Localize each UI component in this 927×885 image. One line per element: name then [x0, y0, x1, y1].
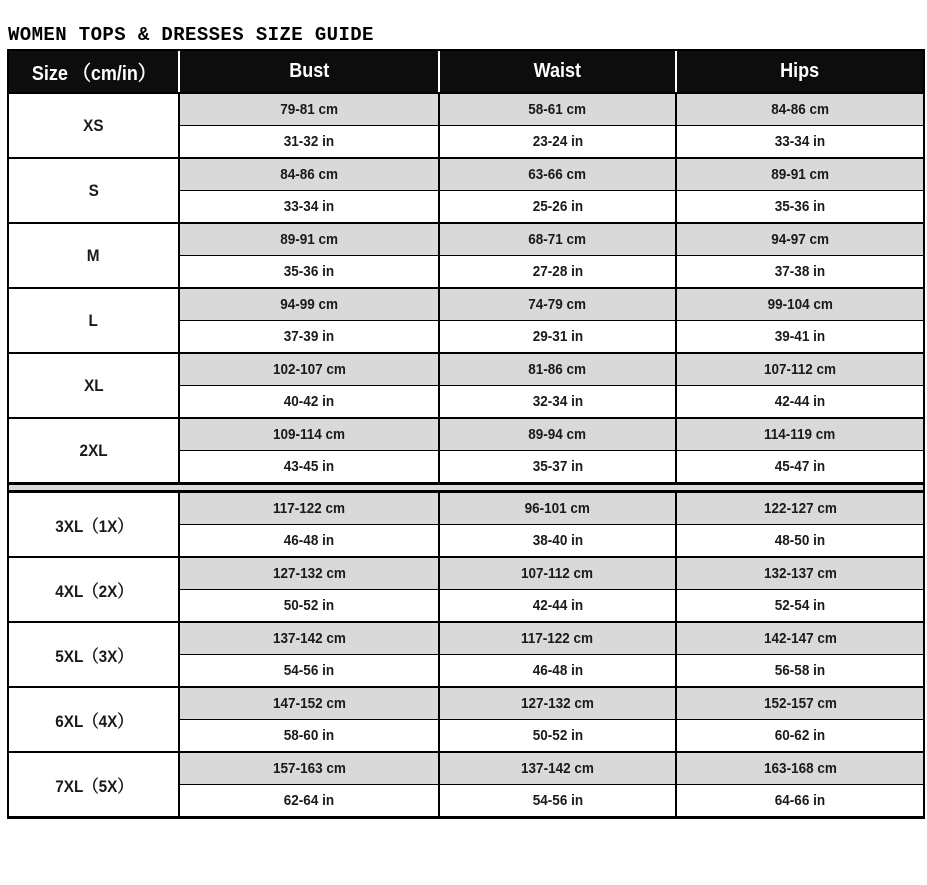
header-label: Hips	[780, 60, 820, 82]
bust-cm-cell	[179, 418, 439, 451]
cell-value: 38-40 in	[532, 532, 583, 549]
hips-cm-cell	[676, 492, 924, 525]
size-label: 3XL（1X）	[54, 517, 133, 536]
waist-in-cell	[439, 451, 676, 484]
cell-value: 48-50 in	[774, 532, 826, 549]
size-label: 2XL	[79, 440, 108, 460]
size-cell	[8, 492, 179, 558]
cell-value: 40-42 in	[283, 393, 335, 410]
cell-value: 35-36 in	[283, 263, 335, 280]
waist-cm-cell	[439, 353, 676, 386]
cell-value: 142-147 cm	[763, 630, 837, 647]
cell-value: 54-56 in	[283, 662, 335, 679]
bust-cm-cell	[179, 687, 439, 720]
table-row-l-cm	[8, 288, 924, 321]
cell-value: 122-127 cm	[763, 500, 837, 517]
bust-in-cell	[179, 191, 439, 224]
size-label: M	[87, 245, 100, 265]
size-label: S	[88, 180, 99, 200]
waist-in-cell	[439, 590, 676, 623]
hips-in-cell	[676, 590, 924, 623]
bust-in-cell	[179, 126, 439, 159]
waist-in-cell	[439, 386, 676, 419]
table-row-3xl-cm	[8, 492, 924, 525]
waist-in-cell	[439, 321, 676, 354]
cell-value: 33-34 in	[283, 198, 335, 215]
table-row-xs-cm	[8, 93, 924, 126]
size-cell	[8, 687, 179, 752]
waist-cm-cell	[439, 418, 676, 451]
hips-cm-cell	[676, 557, 924, 590]
bust-cm-cell	[179, 158, 439, 191]
cell-value: 23-24 in	[532, 133, 583, 150]
cell-value: 157-163 cm	[272, 760, 346, 777]
cell-value: 58-60 in	[283, 727, 335, 744]
hips-in-cell	[676, 191, 924, 224]
bust-in-cell	[179, 720, 439, 753]
cell-value: 37-38 in	[774, 263, 826, 280]
column-header-bust	[179, 50, 439, 93]
cell-value: 102-107 cm	[272, 361, 346, 378]
waist-cm-cell	[439, 557, 676, 590]
header-label: Bust	[288, 60, 329, 82]
cell-value: 109-114 cm	[272, 426, 346, 443]
size-guide-table	[7, 49, 925, 819]
size-label: 7XL（5X）	[54, 777, 133, 796]
bust-cm-cell	[179, 752, 439, 785]
table-row-7xl-cm	[8, 752, 924, 785]
waist-cm-cell	[439, 492, 676, 525]
waist-cm-cell	[439, 223, 676, 256]
waist-in-cell	[439, 525, 676, 558]
size-label: 6XL（4X）	[54, 712, 133, 731]
cell-value: 117-122 cm	[521, 630, 594, 647]
cell-value: 35-37 in	[532, 458, 583, 475]
cell-value: 89-94 cm	[528, 426, 587, 443]
hips-in-cell	[676, 126, 924, 159]
cell-value: 74-79 cm	[528, 296, 587, 313]
table-row-m-cm	[8, 223, 924, 256]
bust-cm-cell	[179, 288, 439, 321]
bust-in-cell	[179, 655, 439, 688]
bust-in-cell	[179, 386, 439, 419]
table-row-5xl-cm	[8, 622, 924, 655]
size-cell	[8, 223, 179, 288]
hips-in-cell	[676, 525, 924, 558]
bust-cm-cell	[179, 622, 439, 655]
bust-cm-cell	[179, 353, 439, 386]
cell-value: 147-152 cm	[272, 695, 346, 712]
cell-value: 89-91 cm	[771, 166, 829, 183]
size-cell	[8, 288, 179, 353]
hips-in-cell	[676, 256, 924, 289]
section-divider	[8, 484, 924, 492]
cell-value: 46-48 in	[283, 532, 335, 549]
hips-in-cell	[676, 720, 924, 753]
table-row-6xl-cm	[8, 687, 924, 720]
cell-value: 50-52 in	[532, 727, 583, 744]
hips-in-cell	[676, 451, 924, 484]
cell-value: 62-64 in	[283, 792, 335, 809]
page-title: WOMEN TOPS & DRESSES SIZE GUIDE	[8, 24, 374, 46]
hips-cm-cell	[676, 752, 924, 785]
cell-value: 96-101 cm	[524, 500, 591, 517]
cell-value: 127-132 cm	[521, 695, 594, 712]
waist-in-cell	[439, 191, 676, 224]
bust-in-cell	[179, 451, 439, 484]
bust-in-cell	[179, 525, 439, 558]
cell-value: 33-34 in	[774, 133, 826, 150]
cell-value: 79-81 cm	[280, 101, 338, 118]
cell-value: 84-86 cm	[280, 166, 338, 183]
cell-value: 32-34 in	[532, 393, 583, 410]
cell-value: 81-86 cm	[528, 361, 587, 378]
waist-in-cell	[439, 720, 676, 753]
waist-cm-cell	[439, 93, 676, 126]
cell-value: 54-56 in	[532, 792, 583, 809]
waist-cm-cell	[439, 687, 676, 720]
bust-in-cell	[179, 785, 439, 818]
waist-in-cell	[439, 655, 676, 688]
size-label: L	[88, 310, 99, 330]
cell-value: 29-31 in	[532, 328, 583, 345]
cell-value: 107-112 cm	[763, 361, 837, 378]
cell-value: 127-132 cm	[272, 565, 346, 582]
column-header-hips	[676, 50, 924, 93]
hips-cm-cell	[676, 687, 924, 720]
hips-in-cell	[676, 785, 924, 818]
table-body	[8, 93, 924, 818]
size-cell	[8, 93, 179, 158]
cell-value: 107-112 cm	[521, 565, 594, 582]
size-cell	[8, 158, 179, 223]
size-label: 5XL（3X）	[54, 647, 133, 666]
hips-cm-cell	[676, 622, 924, 655]
hips-in-cell	[676, 321, 924, 354]
cell-value: 46-48 in	[532, 662, 583, 679]
header-label: Waist	[533, 60, 582, 82]
cell-value: 132-137 cm	[763, 565, 837, 582]
bust-in-cell	[179, 590, 439, 623]
size-label: 4XL（2X）	[54, 582, 133, 601]
cell-value: 63-66 cm	[528, 166, 587, 183]
waist-cm-cell	[439, 752, 676, 785]
cell-value: 43-45 in	[283, 458, 335, 475]
cell-value: 37-39 in	[283, 328, 335, 345]
cell-value: 27-28 in	[532, 263, 583, 280]
cell-value: 35-36 in	[774, 198, 826, 215]
cell-value: 117-122 cm	[272, 500, 346, 517]
cell-value: 39-41 in	[774, 328, 826, 345]
cell-value: 58-61 cm	[528, 101, 587, 118]
waist-cm-cell	[439, 288, 676, 321]
size-label: XL	[83, 375, 104, 395]
cell-value: 68-71 cm	[528, 231, 587, 248]
cell-value: 60-62 in	[774, 727, 826, 744]
cell-value: 25-26 in	[532, 198, 583, 215]
bust-cm-cell	[179, 93, 439, 126]
hips-cm-cell	[676, 418, 924, 451]
table-row-2xl-cm	[8, 418, 924, 451]
size-cell	[8, 353, 179, 418]
cell-value: 31-32 in	[283, 133, 335, 150]
waist-cm-cell	[439, 158, 676, 191]
column-header-waist	[439, 50, 676, 93]
cell-value: 94-97 cm	[771, 231, 829, 248]
cell-value: 163-168 cm	[763, 760, 837, 777]
cell-value: 99-104 cm	[767, 296, 833, 313]
hips-cm-cell	[676, 93, 924, 126]
hips-in-cell	[676, 655, 924, 688]
cell-value: 84-86 cm	[771, 101, 829, 118]
section-divider-bar	[8, 484, 924, 492]
cell-value: 89-91 cm	[280, 231, 338, 248]
header-row	[8, 50, 924, 93]
cell-value: 42-44 in	[774, 393, 826, 410]
waist-cm-cell	[439, 622, 676, 655]
bust-in-cell	[179, 256, 439, 289]
table-row-xl-cm	[8, 353, 924, 386]
hips-cm-cell	[676, 353, 924, 386]
table-row-s-cm	[8, 158, 924, 191]
waist-in-cell	[439, 785, 676, 818]
table-row-4xl-cm	[8, 557, 924, 590]
cell-value: 56-58 in	[774, 662, 826, 679]
cell-value: 42-44 in	[532, 597, 583, 614]
size-label: XS	[83, 115, 104, 135]
cell-value: 94-99 cm	[280, 296, 338, 313]
cell-value: 64-66 in	[774, 792, 826, 809]
column-header-size	[8, 50, 179, 93]
cell-value: 137-142 cm	[272, 630, 346, 647]
size-cell	[8, 418, 179, 484]
cell-value: 52-54 in	[774, 597, 826, 614]
hips-cm-cell	[676, 223, 924, 256]
hips-cm-cell	[676, 158, 924, 191]
size-cell	[8, 752, 179, 818]
size-cell	[8, 557, 179, 622]
cell-value: 50-52 in	[283, 597, 335, 614]
bust-cm-cell	[179, 492, 439, 525]
waist-in-cell	[439, 126, 676, 159]
cell-value: 152-157 cm	[763, 695, 837, 712]
hips-in-cell	[676, 386, 924, 419]
bust-in-cell	[179, 321, 439, 354]
cell-value: 114-119 cm	[764, 426, 836, 443]
bust-cm-cell	[179, 223, 439, 256]
cell-value: 45-47 in	[774, 458, 826, 475]
cell-value: 137-142 cm	[521, 760, 594, 777]
header-label: Size （cm/in）	[31, 63, 156, 85]
waist-in-cell	[439, 256, 676, 289]
size-cell	[8, 622, 179, 687]
hips-cm-cell	[676, 288, 924, 321]
bust-cm-cell	[179, 557, 439, 590]
table-header	[8, 50, 924, 93]
